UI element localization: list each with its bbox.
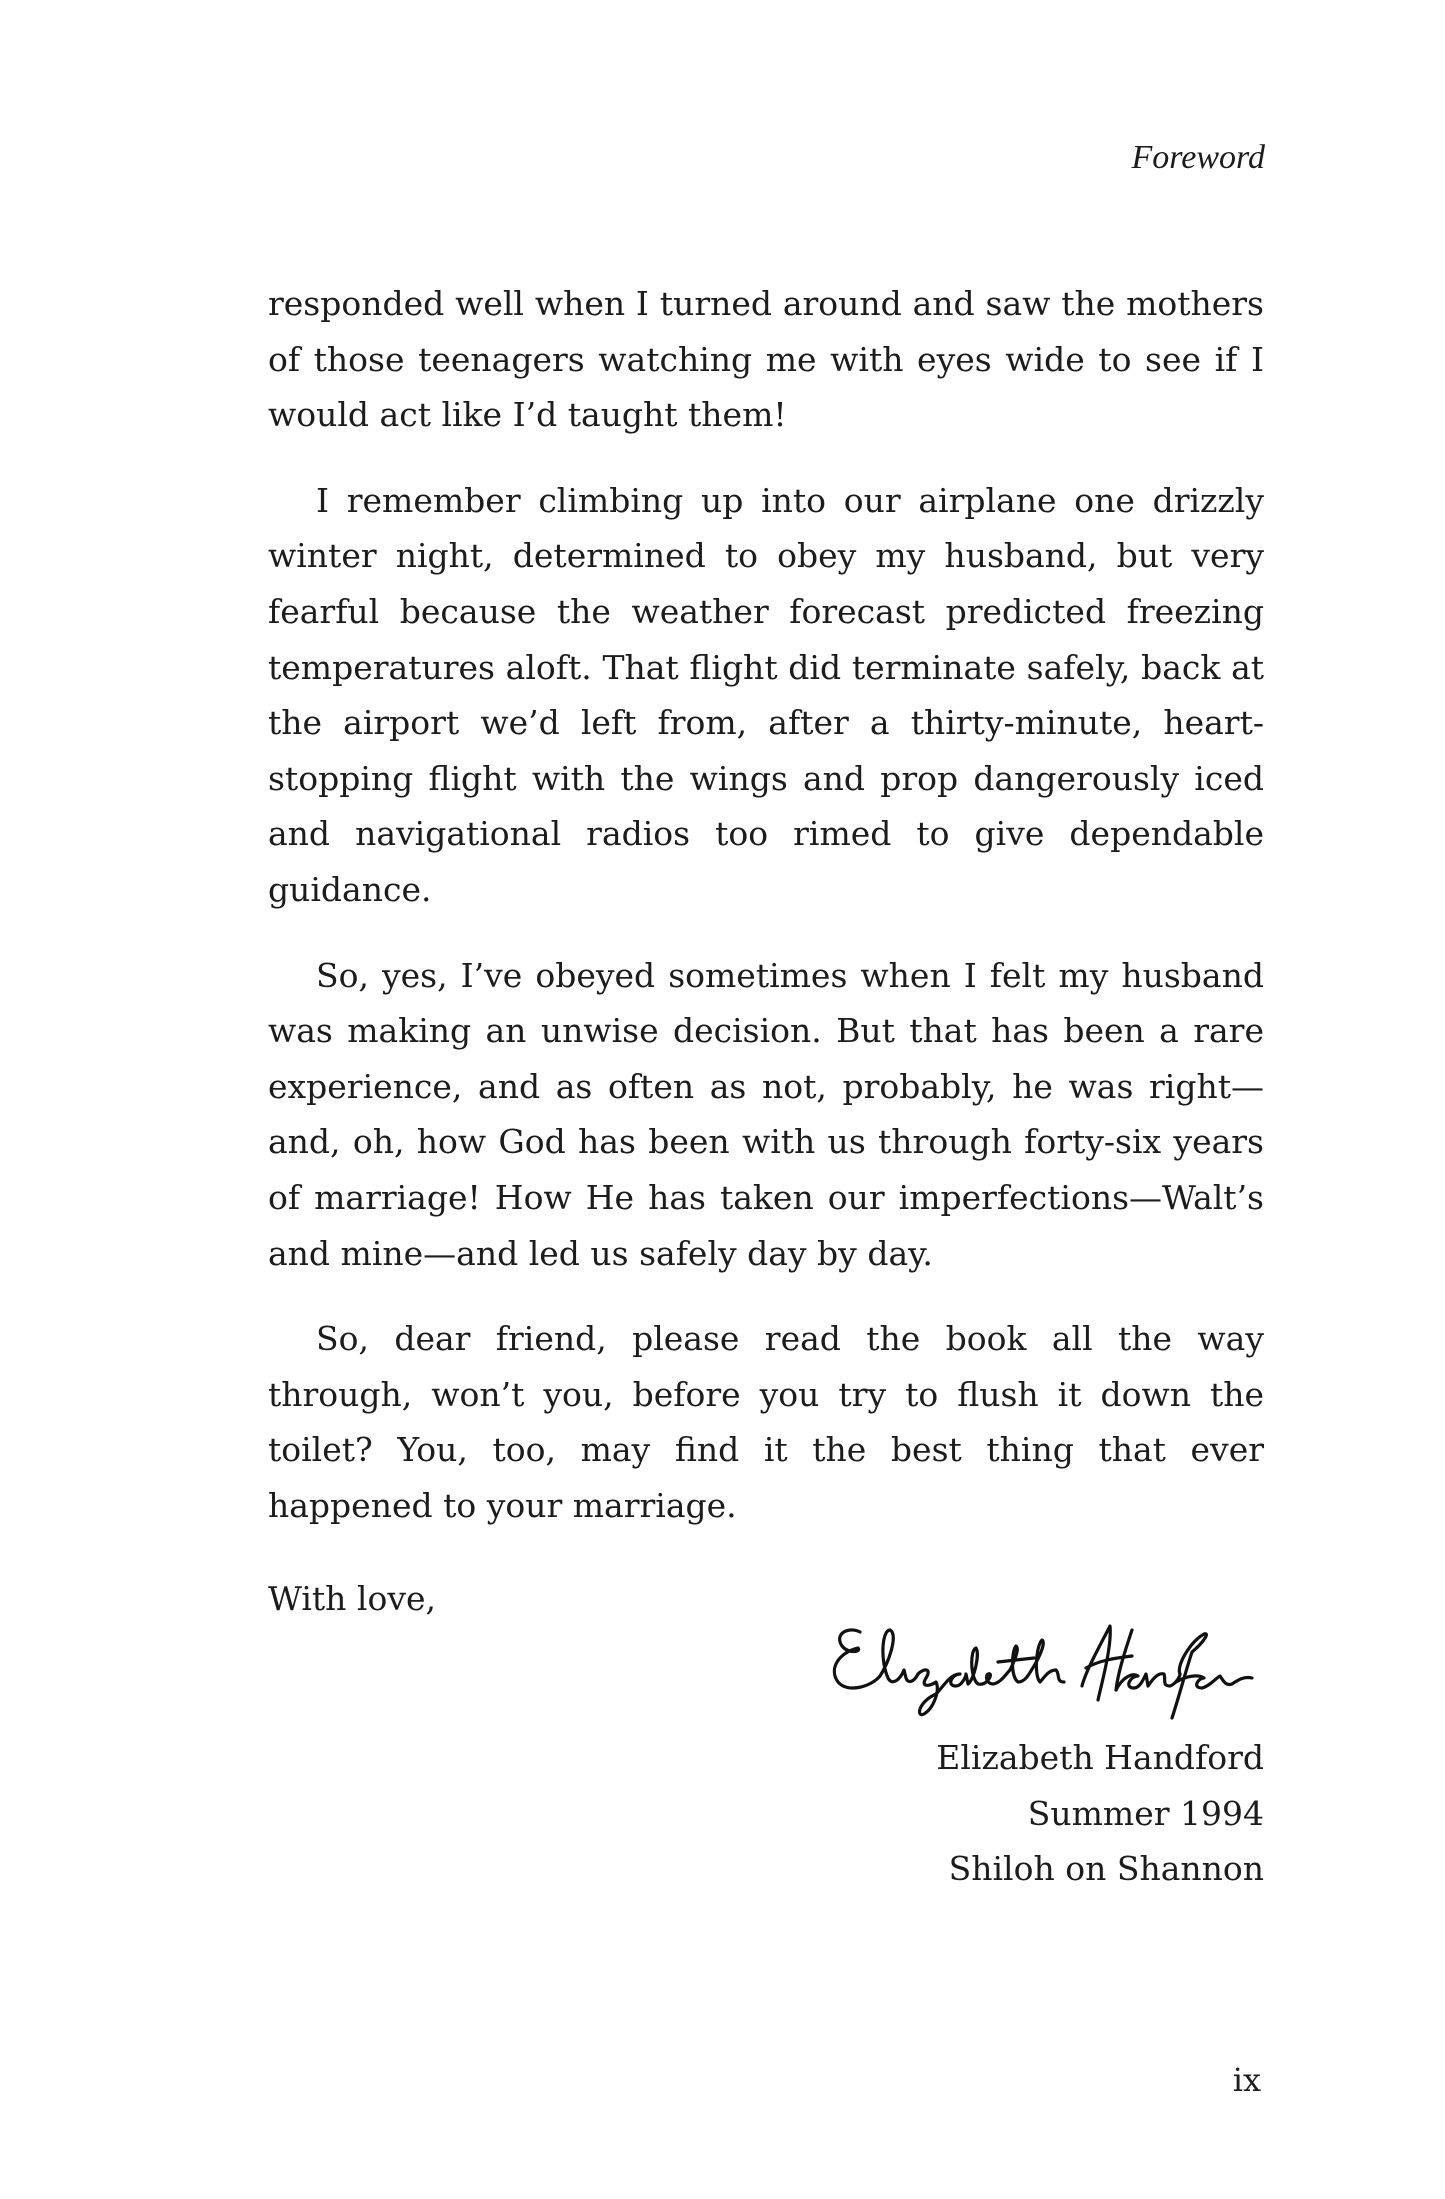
author-place: Shiloh on Shannon [948, 1849, 1264, 1889]
closing-salutation: With love, [268, 1579, 436, 1619]
page-number: ix [1232, 2061, 1261, 2099]
paragraph-4: So, dear friend, please read the book all the way through, won’t you, before you try to flush it down the toilet? You, too, may find it the best thing that ever happened to your marriage. [268, 1319, 1264, 1525]
running-head: Foreword [1131, 139, 1265, 176]
signature-block [936, 1730, 1264, 1897]
author-date: Summer 1994 [1027, 1793, 1264, 1833]
paragraph-1: responded well when I turned around and saw the mothers of those teenagers watching me with eyes wide to see if I would act like I’d taught them! [268, 284, 1264, 435]
body-text [268, 276, 1264, 1657]
paragraph-2: I remember climbing up into our airplane one drizzly winter night, determined to obey my husband, but very fearful because the weather forecast predicted freezing temperatures aloft. That flight did terminate safely, back at the airport we’d left from, after a thirty-minute, heartstopping flight with the wings and prop dangerously iced and navigational radios too rimed to give dependable guidance. [268, 480, 1264, 909]
handwritten-signature [820, 1590, 1270, 1730]
author-name: Elizabeth Handford [936, 1738, 1264, 1777]
paragraph-3: So, yes, I’ve obeyed sometimes when I felt my husband was making an unwise decision. But that has been a rare experience, and as often as not, probably, he was right— and, oh, how God has been with us through forty-six years of marriage! How He has taken our imperfections—Walt’s and mine—and led us safely day by day. [268, 955, 1264, 1273]
